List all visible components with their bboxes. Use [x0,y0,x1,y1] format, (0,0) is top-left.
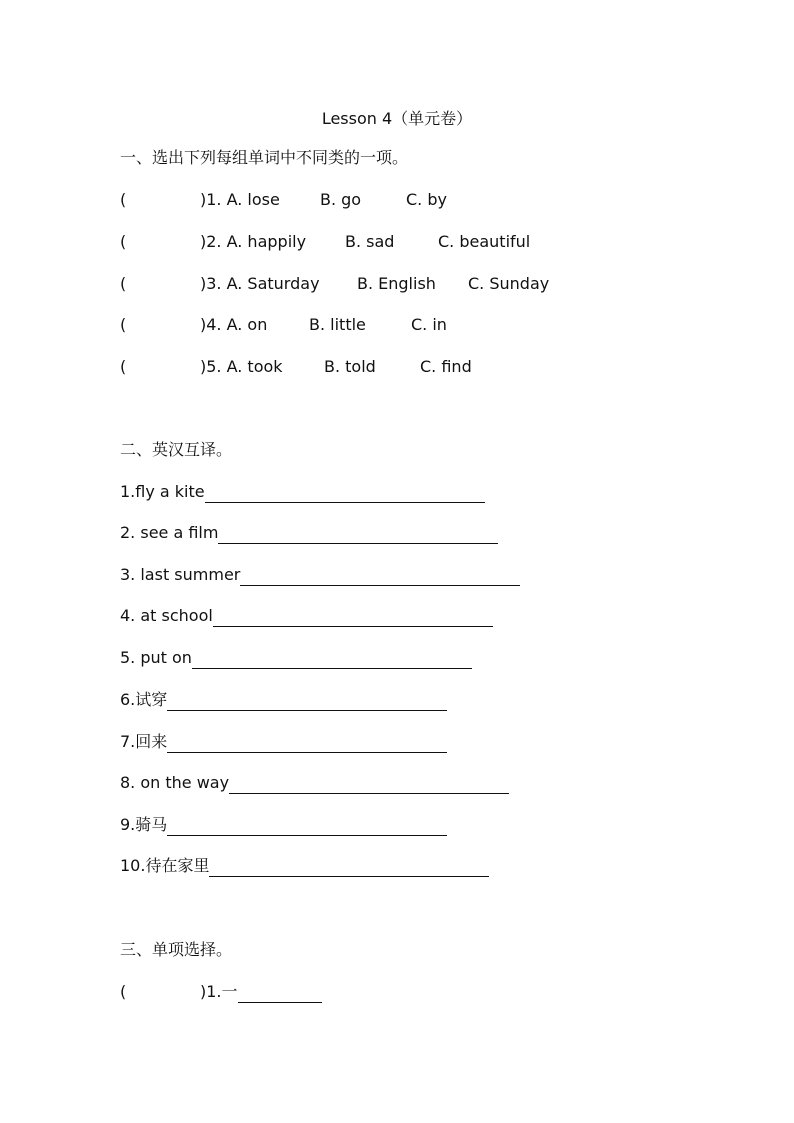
answer-blank[interactable] [205,484,485,503]
answer-paren: ( [120,190,127,209]
translation-prompt: 8. on the way [120,773,230,792]
option-b: B. English [357,274,436,293]
option-b: B. go [320,190,362,209]
translation-prompt: 2. see a film [120,523,219,542]
answer-blank[interactable] [167,692,447,711]
translation-prompt: 7.回来 [120,732,168,751]
translation-prompt: 9.骑马 [120,815,168,834]
translation-item-8 [120,772,509,794]
option-a: )1. A. lose [200,190,280,209]
answer-blank[interactable] [229,775,509,794]
option-c: C. find [420,357,472,376]
answer-blank[interactable] [192,650,472,669]
option-b: B. little [309,315,366,334]
translation-item-4 [120,605,493,627]
section-1-heading: 一、选出下列每组单词中不同类的一项。 [120,148,409,167]
translation-prompt: 5. put on [120,648,192,667]
translation-prompt: 3. last summer [120,565,241,584]
mc-item-2 [120,231,620,253]
page-title: Lesson 4（单元卷） [321,109,473,128]
translation-prompt: 4. at school [120,606,213,625]
translation-prompt: 1.fly a kite [120,482,205,501]
translation-item-2 [120,522,498,544]
translation-prompt: 10.待在家里 [120,856,210,875]
mc-item-1 [120,189,620,211]
option-b: B. told [324,357,376,376]
translation-item-10 [120,855,489,877]
answer-blank[interactable] [209,858,489,877]
answer-blank[interactable] [218,525,498,544]
option-a: )3. A. Saturday [200,274,320,293]
answer-blank[interactable] [240,567,520,586]
answer-blank[interactable] [213,608,493,627]
translation-item-3 [120,564,520,586]
answer-blank[interactable] [238,984,322,1003]
answer-paren: ( [120,982,127,1001]
mc-item-4 [120,314,620,336]
translation-item-6 [120,689,447,711]
answer-paren: ( [120,357,127,376]
option-a: )4. A. on [200,315,268,334]
mc-item-3 [120,273,620,295]
option-a: )5. A. took [200,357,283,376]
question-number: )1.一 [200,982,238,1001]
answer-blank[interactable] [167,817,447,836]
translation-item-7 [120,731,447,753]
translation-prompt: 6.试穿 [120,690,168,709]
translation-item-5 [120,647,472,669]
answer-blank[interactable] [167,734,447,753]
option-b: B. sad [345,232,395,251]
answer-paren: ( [120,232,127,251]
answer-paren: ( [120,315,127,334]
option-c: C. in [411,315,447,334]
option-c: C. beautiful [438,232,531,251]
translation-item-1 [120,481,485,503]
single-choice-item-1 [120,981,420,1003]
question-stem [200,981,322,1003]
translation-item-9 [120,814,447,836]
section-3-heading: 三、单项选择。 [120,940,233,959]
answer-paren: ( [120,274,127,293]
option-c: C. Sunday [468,274,550,293]
section-2-heading: 二、英汉互译。 [120,440,233,459]
mc-item-5 [120,356,620,378]
option-c: C. by [406,190,447,209]
option-a: )2. A. happily [200,232,307,251]
